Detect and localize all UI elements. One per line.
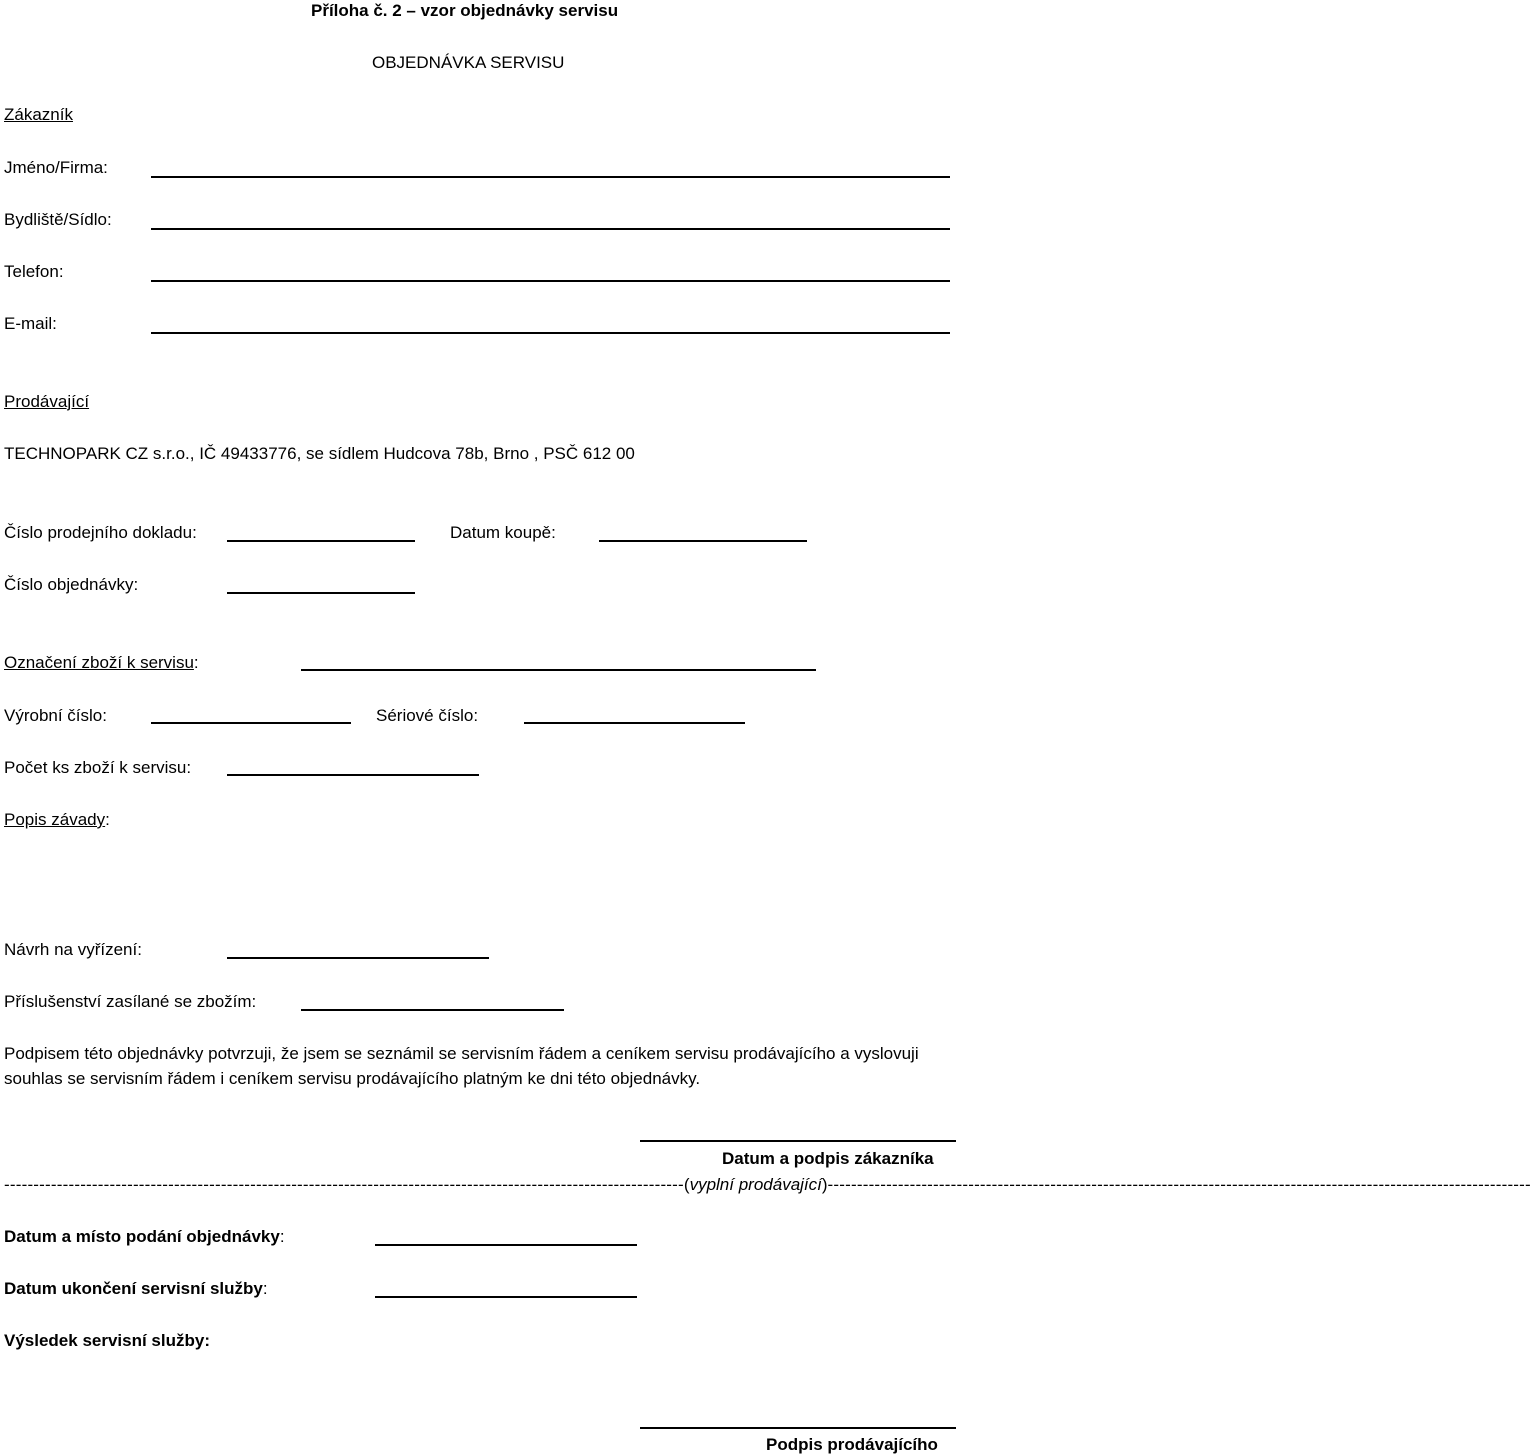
email-field[interactable] (151, 332, 950, 334)
order-number-field[interactable] (227, 592, 415, 594)
consent-text: Podpisem této objednávky potvrzuji, že jsem se seznámil se servisním řádem a ceníkem servisu prodávajícího a vyslovuji souhlas se servisním řádem i ceníkem servisu prodávajícího platným ke dni této objednávky. (4, 1044, 919, 1088)
completion-label-wrap (4, 1279, 268, 1299)
separator-note-wrap (684, 1175, 828, 1195)
defect-label: Popis závady (4, 810, 106, 829)
receipt-number-label: Číslo prodejního dokladu: (4, 523, 197, 542)
seller-section-separator (4, 1175, 1531, 1195)
goods-designation-label-wrap (4, 653, 199, 673)
attachment-heading: Příloha č. 2 – vzor objednávky servisu (311, 1, 619, 20)
goods-designation-label: Označení zboží k servisu (4, 653, 194, 672)
document-title: OBJEDNÁVKA SERVISU (372, 53, 565, 72)
completion-field[interactable] (375, 1296, 637, 1298)
goods-designation-field[interactable] (301, 669, 816, 671)
seller-signature-label: Podpis prodávajícího (766, 1435, 938, 1454)
result-area[interactable] (4, 1357, 954, 1417)
customer-heading: Zákazník (4, 105, 73, 124)
quantity-label: Počet ks zboží k servisu: (4, 758, 192, 777)
completion-colon: : (262, 1279, 268, 1298)
serial-number-field[interactable] (524, 722, 745, 724)
submission-label-wrap (4, 1227, 285, 1247)
submission-field[interactable] (375, 1244, 637, 1246)
separator-paren-open: ( (683, 1175, 690, 1194)
resolution-label: Návrh na vyřízení: (4, 940, 142, 959)
serial-number-label: Sériové číslo: (376, 706, 479, 725)
phone-label: Telefon: (4, 262, 64, 281)
product-number-label: Výrobní číslo: (4, 706, 107, 725)
submission-label: Datum a místo podání objednávky (4, 1227, 280, 1246)
product-number-field[interactable] (151, 722, 351, 724)
goods-designation-colon: : (193, 653, 199, 672)
seller-heading: Prodávající (4, 392, 90, 411)
defect-description-area[interactable] (4, 836, 954, 926)
seller-info: TECHNOPARK CZ s.r.o., IČ 49433776, se sídlem Hudcova 78b, Brno , PSČ 612 00 (4, 444, 635, 463)
separator-dashes-left: -------------------------------------------------------------------------------------------------------------------- (4, 1175, 684, 1194)
address-label: Bydliště/Sídlo: (4, 210, 112, 229)
resolution-field[interactable] (227, 957, 489, 959)
separator-dashes-right: ------------------------------------------------------------------------------------------------------------------------ (827, 1175, 1531, 1194)
address-field[interactable] (151, 228, 950, 230)
quantity-field[interactable] (227, 774, 479, 776)
name-field[interactable] (151, 176, 950, 178)
email-label: E-mail: (4, 314, 57, 333)
completion-label: Datum ukončení servisní služby (4, 1279, 263, 1298)
result-label: Výsledek servisní služby: (4, 1331, 210, 1350)
defect-colon: : (105, 810, 110, 829)
phone-field[interactable] (151, 280, 950, 282)
purchase-date-field[interactable] (599, 540, 807, 542)
order-number-label: Číslo objednávky: (4, 575, 139, 594)
accessories-field[interactable] (301, 1009, 564, 1011)
name-label: Jméno/Firma: (4, 158, 108, 177)
customer-signature-label: Datum a podpis zákazníka (722, 1149, 934, 1168)
customer-signature-line[interactable] (640, 1140, 956, 1142)
submission-colon: : (279, 1227, 285, 1246)
accessories-label: Příslušenství zasílané se zbožím: (4, 992, 257, 1011)
separator-paren-close: ) (821, 1175, 828, 1194)
seller-signature-line[interactable] (640, 1427, 956, 1429)
defect-label-wrap (4, 810, 110, 830)
receipt-number-field[interactable] (227, 540, 415, 542)
purchase-date-label: Datum koupě: (450, 523, 556, 542)
separator-note: vyplní prodávající (689, 1175, 822, 1194)
